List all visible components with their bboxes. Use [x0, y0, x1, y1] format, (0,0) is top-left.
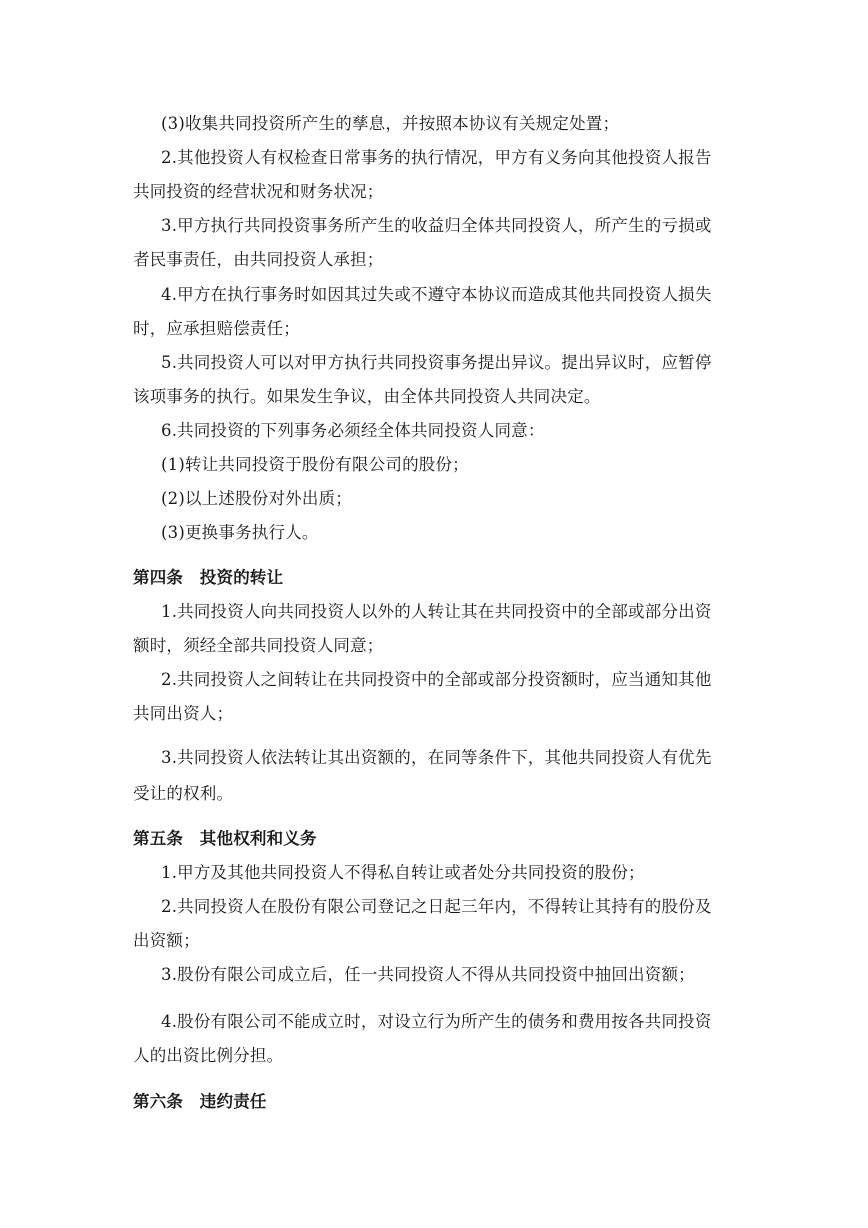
list-item: (1)转让共同投资于股份有限公司的股份； [161, 455, 469, 474]
paragraph-line: 1.共同投资人向共同投资人以外的人转让其在共同投资中的全部或部分出资 [161, 602, 712, 621]
paragraph-line: 2.共同投资人之间转让在共同投资中的全部或部分投资额时，应当通知其他 [161, 670, 712, 689]
paragraph-line: 受让的权利。 [133, 784, 234, 803]
paragraph-line: 4.甲方在执行事务时如因其过失或不遵守本协议而造成其他共同投资人损失 [161, 285, 712, 304]
paragraph-line: 者民事责任，由共同投资人承担； [133, 250, 384, 269]
section-heading: 第六条 违约责任 [133, 1092, 267, 1111]
paragraph-line: 4.股份有限公司不能成立时，对设立行为所产生的债务和费用按各共同投资 [161, 1012, 712, 1031]
paragraph-line: 时，应承担赔偿责任； [133, 319, 300, 338]
paragraph-line: 3.甲方执行共同投资事务所产生的收益归全体共同投资人，所产生的亏损或 [161, 216, 712, 235]
paragraph-line: 3.股份有限公司成立后，任一共同投资人不得从共同投资中抽回出资额； [161, 965, 695, 984]
paragraph-line: 共同投资的经营状况和财务状况； [133, 182, 384, 201]
paragraph-line: 3.共同投资人依法转让其出资额的，在同等条件下，其他共同投资人有优先 [161, 748, 712, 767]
paragraph-line: 共同出资人； [133, 704, 234, 723]
section-heading: 第五条 其他权利和义务 [133, 829, 317, 848]
section-heading: 第四条 投资的转让 [133, 568, 284, 587]
paragraph-line: 该项事务的执行。如果发生争议，由全体共同投资人共同决定。 [133, 387, 601, 406]
paragraph-line: 2.其他投资人有权检查日常事务的执行情况，甲方有义务向其他投资人报告 [161, 148, 712, 167]
list-item: (2)以上述股份对外出质； [161, 489, 352, 508]
paragraph-line: 1.甲方及其他共同投资人不得私自转让或者处分共同投资的股份； [161, 863, 645, 882]
paragraph-line: 人的出资比例分担。 [133, 1046, 284, 1065]
paragraph-line: 5.共同投资人可以对甲方执行共同投资事务提出异议。提出异议时，应暂停 [161, 353, 712, 372]
paragraph-line: (3)收集共同投资所产生的孳息，并按照本协议有关规定处置； [161, 114, 620, 133]
paragraph-line: 额时，须经全部共同投资人同意； [133, 636, 384, 655]
list-item: (3)更换事务执行人。 [161, 523, 319, 542]
paragraph-line: 2.共同投资人在股份有限公司登记之日起三年内，不得转让其持有的股份及 [161, 897, 712, 916]
paragraph-line: 出资额； [133, 931, 200, 950]
paragraph-line: 6.共同投资的下列事务必须经全体共同投资人同意： [161, 421, 545, 440]
